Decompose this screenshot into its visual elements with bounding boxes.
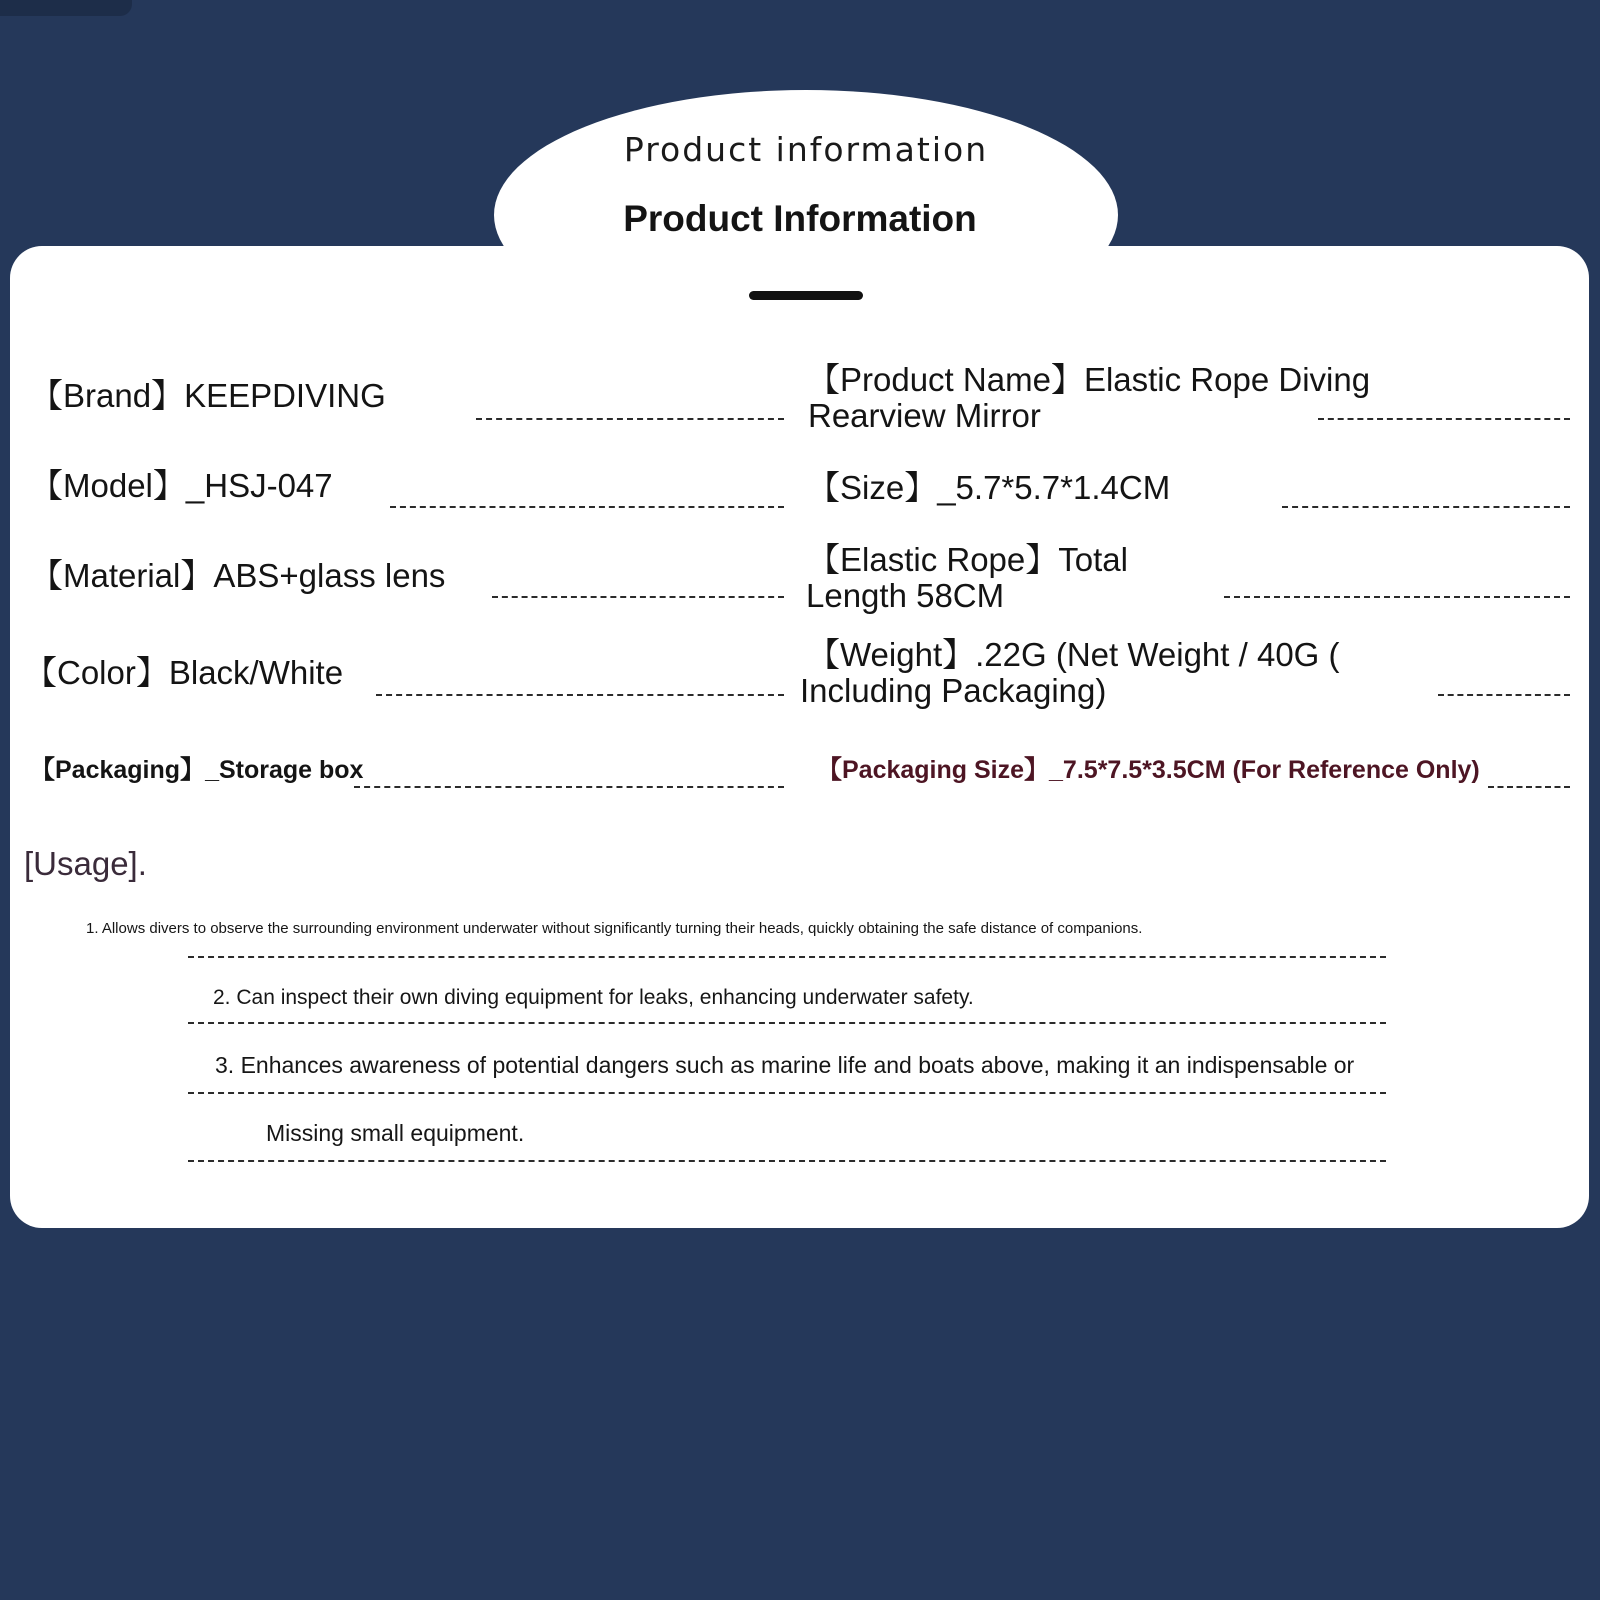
spec-weight-value-line2: Including Packaging)	[800, 672, 1107, 709]
spec-model-value: _HSJ-047	[185, 467, 333, 504]
spec-packaging-size-label: 【Packaging Size】	[817, 756, 1050, 784]
divider-dash	[476, 418, 784, 420]
spec-brand	[30, 378, 386, 414]
spec-elastic-rope-value-line2: Length 58CM	[806, 577, 1005, 614]
spec-color-label: 【Color】	[24, 654, 169, 691]
divider-dash	[188, 956, 1386, 958]
spec-elastic-rope-label: 【Elastic Rope】	[807, 541, 1059, 578]
divider-dash	[1438, 694, 1570, 696]
spec-packaging-value: _Storage box	[205, 756, 364, 784]
spec-elastic-rope	[807, 542, 1128, 578]
spec-model	[30, 468, 333, 504]
spec-weight-value-line1: .22G (Net Weight / 40G (	[975, 636, 1340, 673]
spec-packaging-size-value: _7.5*7.5*3.5CM (For Reference Only)	[1049, 756, 1480, 784]
spec-packaging-label: 【Packaging】	[30, 756, 206, 784]
spec-product-name-label: 【Product Name】	[807, 361, 1084, 398]
divider-dash	[188, 1022, 1386, 1024]
spec-color	[24, 655, 343, 691]
usage-item: 1. Allows divers to observe the surrounding environment underwater without significantly turning their heads, quickly obtaining the safe distance of companions.	[86, 920, 1143, 937]
spec-product-name-value-line2: Rearview Mirror	[808, 397, 1041, 434]
spec-material	[30, 558, 445, 594]
divider-dash	[354, 786, 784, 788]
divider-dash	[1488, 786, 1570, 788]
divider-dash	[390, 506, 784, 508]
spec-packaging-size	[817, 756, 1480, 784]
divider-dash	[1282, 506, 1570, 508]
usage-item: 3. Enhances awareness of potential dangers such as marine life and boats above, making it an indispensable or	[215, 1052, 1355, 1078]
spec-weight-line2	[800, 673, 1106, 709]
divider-dash	[1318, 418, 1570, 420]
divider-dash	[1224, 596, 1570, 598]
header-title: Product Information	[623, 198, 977, 239]
spec-elastic-rope-line2	[806, 578, 1004, 614]
spec-brand-label: 【Brand】	[30, 377, 185, 414]
spec-packaging	[30, 756, 363, 784]
spec-product-name-value-line1: Elastic Rope Diving	[1083, 361, 1371, 398]
spec-elastic-rope-value-line1: Total	[1058, 541, 1128, 578]
divider-dash	[188, 1160, 1386, 1162]
spec-weight	[807, 637, 1340, 673]
header-subtitle: Product information	[623, 130, 989, 169]
divider-dash	[492, 596, 784, 598]
header-underline	[749, 291, 863, 300]
usage-item: 2. Can inspect their own diving equipment for leaks, enhancing underwater safety.	[213, 986, 974, 1009]
divider-dash	[376, 694, 784, 696]
divider-dash	[188, 1092, 1386, 1094]
spec-model-label: 【Model】	[30, 467, 186, 504]
spec-material-value: ABS+glass lens	[213, 557, 446, 594]
corner-tab	[0, 0, 132, 16]
spec-brand-value: KEEPDIVING	[184, 377, 386, 414]
usage-heading: [Usage].	[24, 845, 147, 882]
spec-color-value: Black/White	[168, 654, 344, 691]
spec-size	[807, 470, 1170, 506]
spec-weight-label: 【Weight】	[807, 636, 976, 673]
spec-size-value: _5.7*5.7*1.4CM	[937, 469, 1171, 506]
usage-item: Missing small equipment.	[266, 1120, 525, 1146]
spec-size-label: 【Size】	[807, 469, 938, 506]
spec-product-name-line2	[808, 398, 1041, 434]
spec-product-name	[807, 362, 1370, 398]
spec-material-label: 【Material】	[30, 557, 214, 594]
